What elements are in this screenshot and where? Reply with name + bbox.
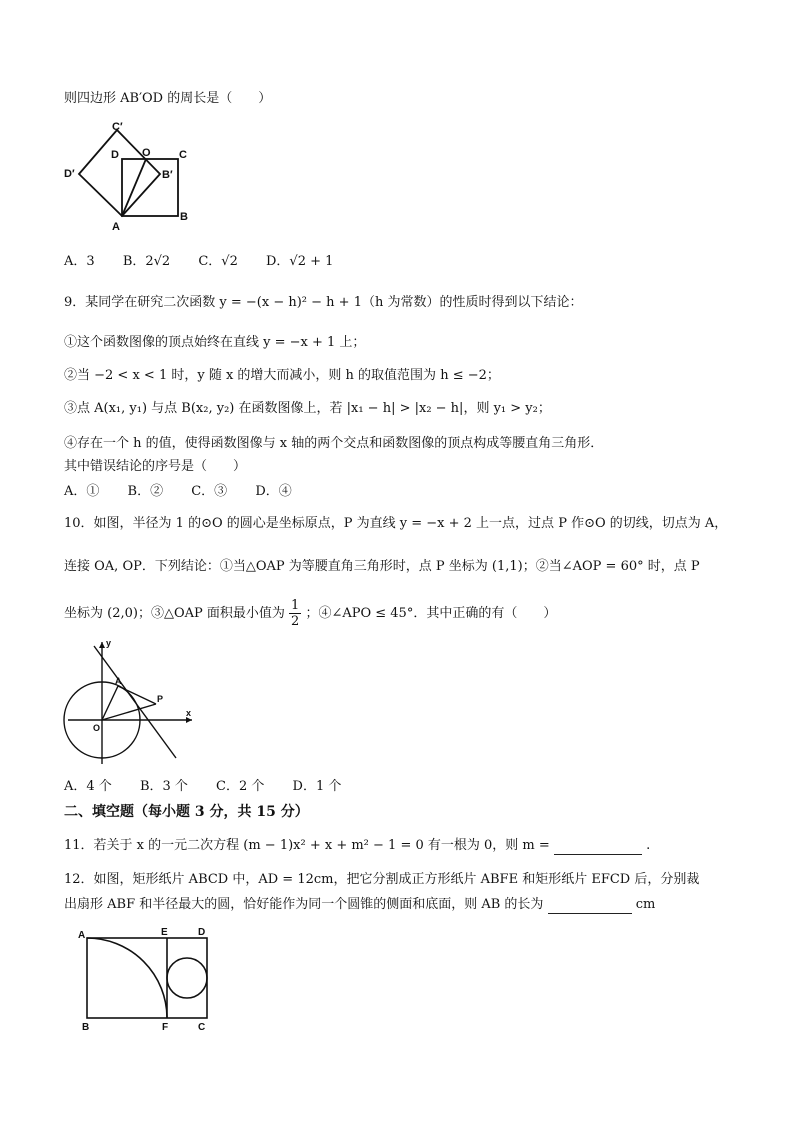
q12-circle bbox=[167, 958, 207, 998]
q12-unit: cm bbox=[635, 897, 656, 912]
q10-label-a: A bbox=[115, 676, 122, 686]
q10-frac-denominator: 2 bbox=[291, 614, 300, 629]
q9-option-b: B．② bbox=[127, 484, 164, 499]
q12-line-2 bbox=[64, 896, 655, 914]
q8-label-d: D bbox=[111, 149, 119, 161]
q12-line-2-text: 出扇形 ABF 和半径最大的圆，恰好能作为同一个圆锥的侧面和底面，则 AB 的长为 bbox=[64, 897, 544, 912]
q9-conclusion-2: ②当 −2 < x < 1 时，y 随 x 的增大而减小，则 h 的取值范围为 h ≤ −2； bbox=[64, 368, 500, 383]
q12-label-e: E bbox=[161, 927, 168, 938]
q10-option-a: A．4 个 bbox=[64, 779, 112, 794]
q10-fraction bbox=[289, 598, 301, 629]
q8-option-b: B．2√2 bbox=[122, 254, 171, 269]
q10-line-1: 10．如图，半径为 1 的⊙O 的圆心是坐标原点，P 为直线 y = −x + 2 上一点，过点 P 作⊙O 的切线，切点为 A， bbox=[64, 516, 728, 531]
q12-figure bbox=[74, 924, 224, 1036]
q11-line bbox=[64, 837, 650, 855]
q12-answer-blank[interactable] bbox=[548, 899, 632, 914]
q10-option-d: D．1 个 bbox=[292, 779, 342, 794]
q12-label-c: C bbox=[198, 1022, 206, 1033]
q8-label-o: O bbox=[142, 147, 151, 159]
q9-stem: 9．某同学在研究二次函数 y = −(x − h)² − h + 1（h 为常数）的性质时得到以下结论： bbox=[64, 295, 583, 310]
q12-rectangle-abcd bbox=[87, 938, 207, 1018]
q9-conclusion-4: ④存在一个 h 的值，使得函数图像与 x 轴的两个交点和函数图像的顶点构成等腰直角三角形． bbox=[64, 436, 604, 451]
q10-label-p: P bbox=[157, 694, 164, 704]
q8-tilted-square bbox=[79, 130, 160, 216]
q11-text: 11．若关于 x 的一元二次方程 (m − 1)x² + x + m² − 1 = 0 有一根为 0，则 m = bbox=[64, 838, 550, 853]
q10-segment-oa bbox=[102, 686, 118, 720]
q8-label-c: C bbox=[179, 149, 187, 161]
q8-label-bprime: B′ bbox=[162, 169, 173, 181]
q9-options bbox=[64, 483, 316, 501]
q10-option-c: C．2 个 bbox=[216, 779, 265, 794]
q10-options bbox=[64, 778, 365, 796]
q10-tangent-ap bbox=[118, 686, 156, 704]
q10-segment-op bbox=[102, 704, 156, 720]
q8-options bbox=[64, 253, 357, 271]
q10-line-3b: ；④∠APO ≤ 45°．其中正确的有（ ） bbox=[305, 606, 557, 621]
q10-line-3 bbox=[64, 598, 556, 630]
q11-answer-blank[interactable] bbox=[554, 840, 642, 855]
q12-arc-af bbox=[87, 938, 167, 1018]
q10-line-3a: 坐标为 (2,0)；③△OAP 面积最小值为 bbox=[64, 606, 285, 621]
q12-label-d: D bbox=[198, 927, 206, 938]
q10-y-arrow bbox=[99, 642, 105, 648]
q8-segment-ao bbox=[122, 159, 146, 216]
q10-line-y-eq-neg-x-plus-2 bbox=[94, 646, 176, 758]
q8-label-dprime: D′ bbox=[64, 168, 75, 180]
q8-option-c: C．√2 bbox=[198, 254, 238, 269]
q10-label-y: y bbox=[106, 638, 112, 648]
q10-label-o: O bbox=[93, 723, 101, 733]
q12-label-f: F bbox=[162, 1022, 169, 1033]
q8-option-a: A．3 bbox=[64, 254, 95, 269]
q8-label-a: A bbox=[112, 221, 120, 233]
q8-label-b: B bbox=[180, 211, 188, 223]
q9-conclusion-1: ①这个函数图像的顶点始终在直线 y = −x + 1 上； bbox=[64, 335, 366, 350]
q12-label-b: B bbox=[82, 1022, 90, 1033]
q8-figure bbox=[60, 118, 195, 233]
q8-label-cprime: C′ bbox=[112, 121, 123, 133]
q10-line-2: 连接 OA, OP．下列结论：①当△OAP 为等腰直角三角形时，点 P 坐标为 (1,1)；②当∠AOP = 60° 时，点 P bbox=[64, 559, 700, 574]
q10-frac-numerator: 1 bbox=[291, 598, 300, 613]
q8-option-d: D．√2 + 1 bbox=[266, 254, 334, 269]
q9-conclusion-3: ③点 A(x₁, y₁) 与点 B(x₂, y₂) 在函数图像上，若 |x₁ − h| > |x₂ − h|，则 y₁ > y₂； bbox=[64, 401, 551, 416]
q12-line-1: 12．如图，矩形纸片 ABCD 中，AD = 12cm，把它分割成正方形纸片 ABFE 和矩形纸片 EFCD 后，分别裁 bbox=[64, 872, 700, 887]
q12-label-a: A bbox=[78, 930, 86, 941]
q9-option-d: D．④ bbox=[255, 484, 292, 499]
q10-figure bbox=[60, 634, 200, 766]
q9-question: 其中错误结论的序号是（ ） bbox=[64, 459, 247, 474]
q10-label-x: x bbox=[186, 708, 192, 718]
q8-stem: 则四边形 AB′OD 的周长是（ ） bbox=[64, 91, 272, 106]
section-2-heading: 二、填空题（每小题 3 分，共 15 分） bbox=[64, 804, 309, 820]
q10-option-b: B．3 个 bbox=[139, 779, 188, 794]
q9-option-c: C．③ bbox=[191, 484, 228, 499]
q11-tail: . bbox=[646, 838, 651, 853]
q9-option-a: A．① bbox=[64, 484, 100, 499]
